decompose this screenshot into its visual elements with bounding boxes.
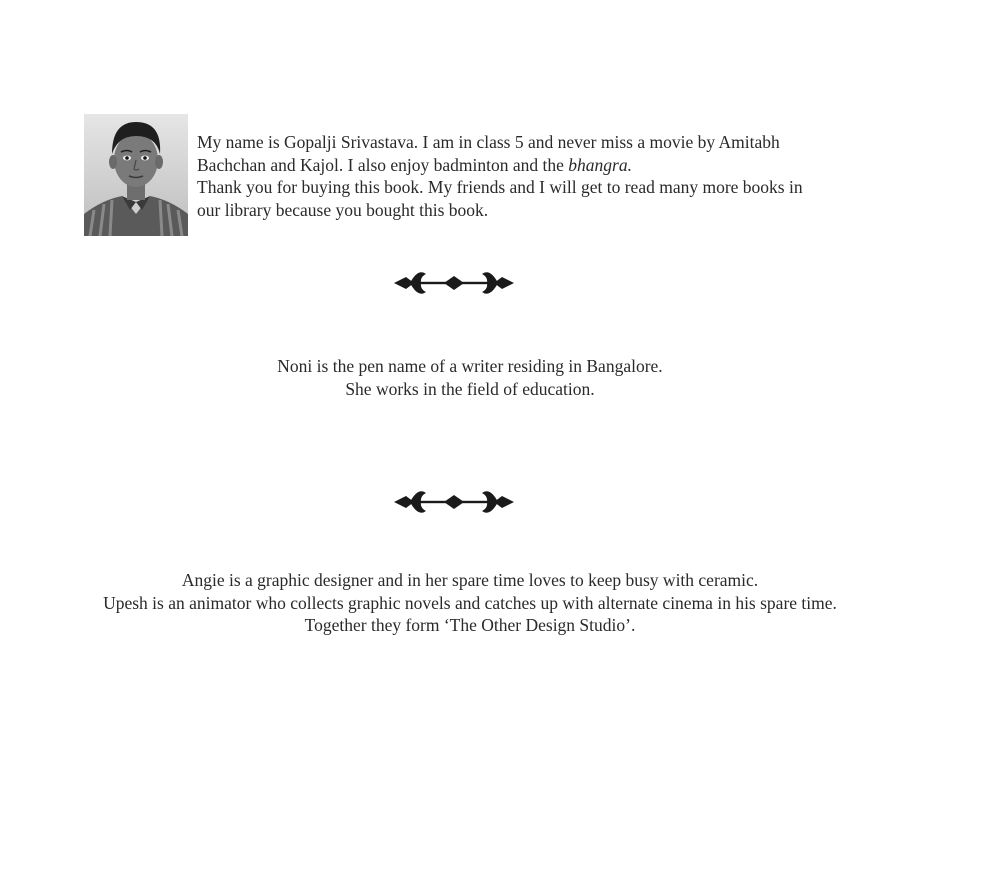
intro-line-2-text: Bachchan and Kajol. I also enjoy badminton and the [197, 154, 569, 175]
intro-line-3: Thank you for buying this book. My friends and I will get to read many more books in [197, 177, 803, 197]
author-bio [0, 355, 940, 400]
author-line-2: She works in the field of education. [345, 378, 595, 399]
illustrators-bio [0, 569, 940, 637]
flourish-divider-icon [394, 487, 514, 517]
intro-line-2 [197, 154, 877, 177]
author-line-1: Noni is the pen name of a writer residing in Bangalore. [277, 356, 663, 376]
flourish-divider-icon [394, 268, 514, 298]
intro-line-2-italic: bhangra. [568, 154, 632, 175]
illustrators-line-3: Together they form ‘The Other Design Studio’. [304, 615, 636, 635]
illustrators-line-2: Upesh is an animator who collects graphic novels and catches up with alternate cinema in his spare time. [103, 592, 837, 613]
illustrators-line-1: Angie is a graphic designer and in her spare time loves to keep busy with ceramic. [181, 570, 759, 590]
intro-line-1: My name is Gopalji Srivastava. I am in class 5 and never miss a movie by Amitabh [197, 132, 780, 152]
intro-line-4: our library because you bought this book. [197, 199, 489, 220]
student-intro-paragraph [197, 131, 877, 221]
child-portrait-photo [84, 114, 188, 236]
